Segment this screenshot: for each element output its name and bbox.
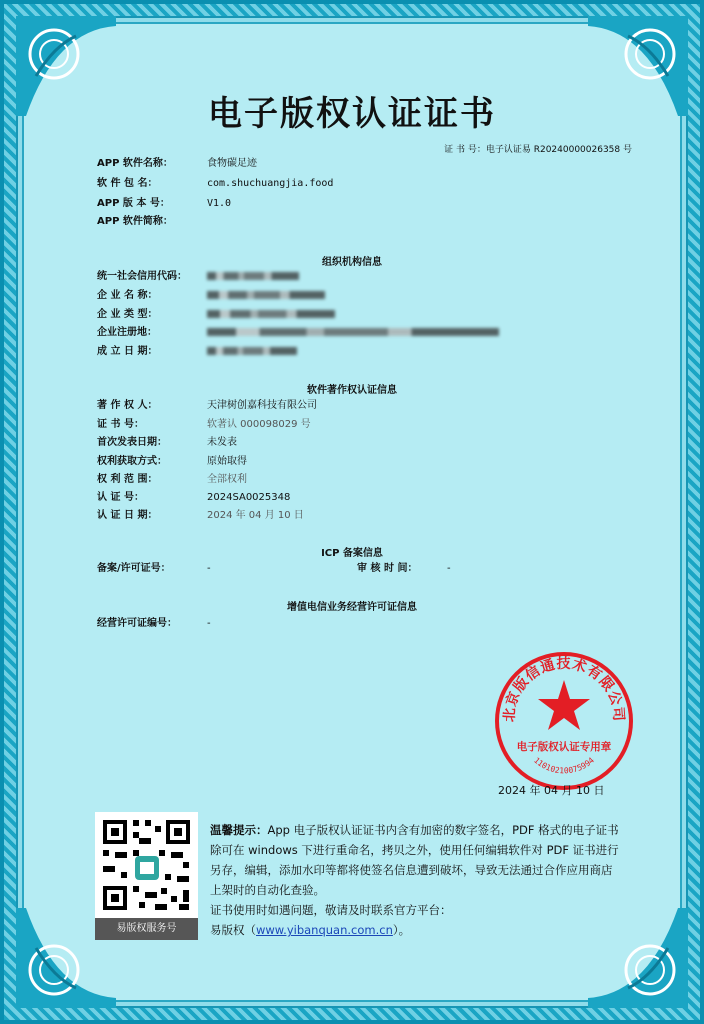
redacted-value <box>207 272 299 280</box>
field-label: 认 证 号： <box>97 492 144 503</box>
redacted-value <box>207 347 297 355</box>
field-label: 权 利 范 围： <box>97 474 158 485</box>
redacted-value <box>207 328 499 336</box>
field-label: APP 版 本 号： <box>97 198 170 209</box>
svg-text:11010210075994: 11010210075994 <box>532 755 596 776</box>
field-value: - <box>447 563 451 574</box>
company-type-row <box>97 308 335 322</box>
certificate-number <box>444 142 632 155</box>
package-name-row <box>97 177 333 191</box>
rights-scope-row <box>97 473 247 487</box>
field-label: 首次发表日期： <box>97 437 167 448</box>
svg-text:北京版信通技术有限公司: 北京版信通技术有限公司 <box>501 656 627 723</box>
certificate-number-label: 证 书 号： <box>444 145 486 155</box>
field-label: 企 业 名 称： <box>97 290 158 301</box>
official-site-link[interactable]: www.yibanquan.com.cn <box>256 923 393 937</box>
review-time-row <box>357 562 451 576</box>
field-value: 食物碳足迹 <box>207 158 257 169</box>
acquisition-row <box>97 455 247 469</box>
field-value: 全部权利 <box>207 474 247 485</box>
field-label: 审 核 时 间： <box>357 563 418 574</box>
company-name-row <box>97 289 325 303</box>
official-seal-icon <box>493 650 635 792</box>
software-cert-no-row <box>97 418 311 432</box>
qr-caption: 易版权服务号 <box>95 918 198 940</box>
app-short-name-row <box>97 215 207 229</box>
issue-date: 2024 年 04 月 10 日 <box>498 784 605 797</box>
qr-code-icon <box>95 812 198 918</box>
field-label: 企业注册地： <box>97 327 157 338</box>
field-value: 天津树创嘉科技有限公司 <box>207 400 317 411</box>
org-section-title: 组织机构信息 <box>322 257 382 268</box>
established-date-row <box>97 345 297 359</box>
credit-code-row <box>97 270 299 284</box>
telecom-section-title: 增值电信业务经营许可证信息 <box>287 602 417 613</box>
field-label: 统一社会信用代码： <box>97 271 187 282</box>
redacted-value <box>207 291 325 299</box>
svg-text:电子版权认证专用章: 电子版权认证专用章 <box>516 741 612 753</box>
site-suffix: ）。 <box>392 923 411 937</box>
field-label: 企 业 类 型： <box>97 309 158 320</box>
field-label: 软 件 包 名： <box>97 178 158 189</box>
field-label: APP 软件简称： <box>97 216 173 227</box>
field-value: V1.0 <box>207 198 232 209</box>
field-value: 软著认 000098029 号 <box>207 419 311 430</box>
notice-text <box>210 820 622 940</box>
field-value: 2024SA0025348 <box>207 492 291 503</box>
telecom-license-row <box>97 617 211 631</box>
auth-no-row <box>97 491 290 505</box>
certificate-number-value: 电子认证易 R20240000026358 号 <box>485 145 632 155</box>
field-value: - <box>207 618 211 629</box>
field-label: 经营许可证编号： <box>97 618 177 629</box>
field-value: - <box>207 563 211 574</box>
field-label: 备案/许可证号： <box>97 563 171 574</box>
field-label: 成 立 日 期： <box>97 346 158 357</box>
field-value: com.shuchuangjia.food <box>207 178 334 189</box>
certificate-title: 电子版权认证证书 <box>208 94 496 134</box>
notice-heading: 温馨提示： <box>210 823 268 837</box>
icp-section-title: ICP 备案信息 <box>321 548 383 559</box>
software-section-title: 软件著作权认证信息 <box>307 385 397 396</box>
field-label: 证 书 号： <box>97 419 144 430</box>
field-value: 2024 年 04 月 10 日 <box>207 510 304 521</box>
copyright-owner-row <box>97 399 317 413</box>
field-label: 权利获取方式： <box>97 456 167 467</box>
field-label: 著 作 权 人： <box>97 400 158 411</box>
app-name-row <box>97 157 257 171</box>
redacted-value <box>207 310 335 318</box>
auth-date-row <box>97 509 304 523</box>
field-label: 认 证 日 期： <box>97 510 158 521</box>
field-label: APP 软件名称： <box>97 158 173 169</box>
notice-body: App 电子版权认证证书内含有加密的数字签名，PDF 格式的电子证书除可在 windows 下进行重命名，拷贝之外，使用任何编辑软件对 PDF 证书进行另存，编辑，添加水印等都将使签名信息遭到破坏，导致无法通过合作应用商店上架时的自动化查验。 <box>210 823 619 897</box>
company-address-row <box>97 326 499 340</box>
first-publish-row <box>97 436 237 450</box>
field-value: 未发表 <box>207 437 237 448</box>
site-prefix: 易版权（ <box>210 923 256 937</box>
field-value: 原始取得 <box>207 456 247 467</box>
icp-row <box>97 562 211 576</box>
version-row <box>97 197 231 211</box>
qr-code <box>95 812 198 940</box>
notice-contact: 证书使用时如遇问题，敬请及时联系官方平台： <box>210 903 452 917</box>
